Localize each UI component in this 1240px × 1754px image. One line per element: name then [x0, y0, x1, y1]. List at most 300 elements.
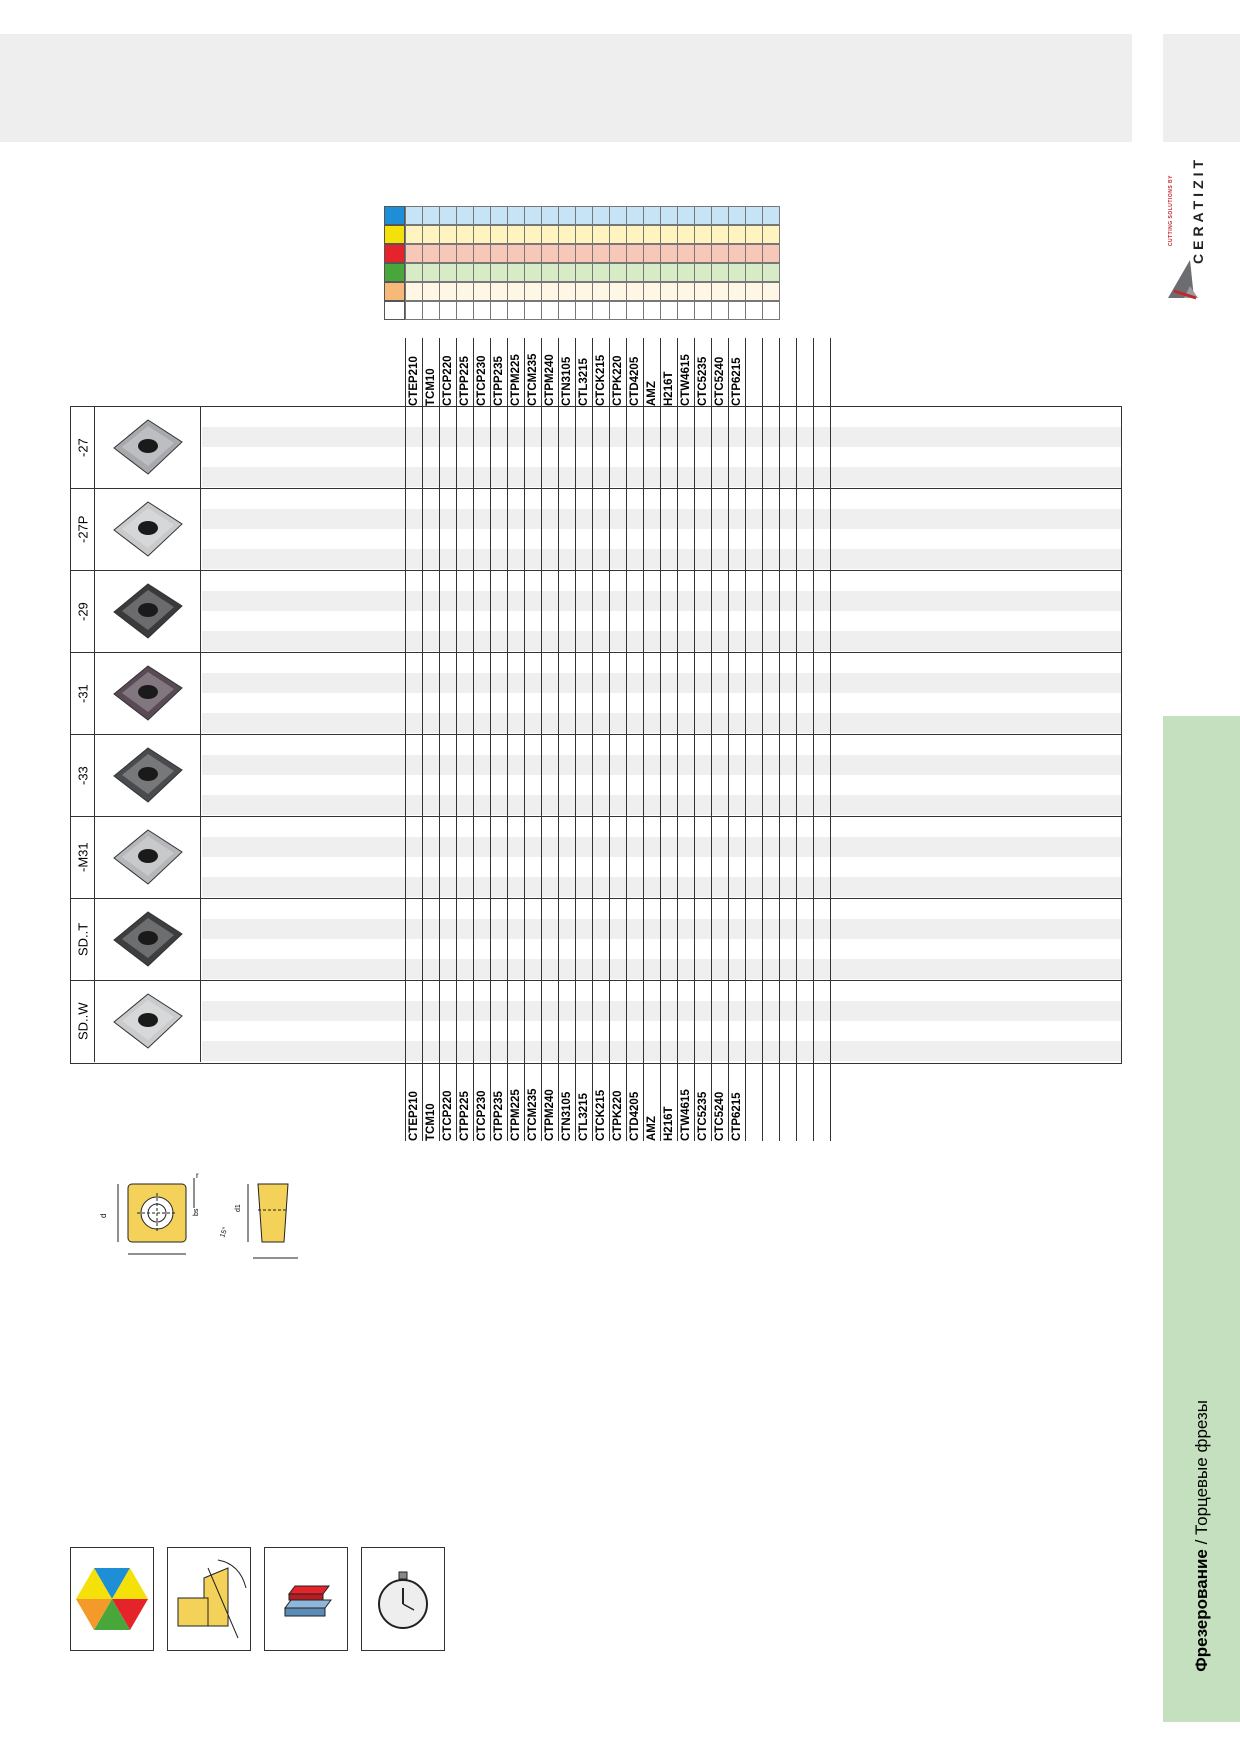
grade-column [456, 338, 473, 406]
grade-label: CTEP210 [408, 1091, 420, 1141]
legend-cell [711, 244, 729, 263]
legend-cell [592, 263, 610, 282]
legend-cell [422, 282, 440, 301]
legend-cell [439, 244, 457, 263]
legend-cell [575, 263, 593, 282]
row-code-cell [71, 899, 95, 980]
grade-label: CTPM225 [510, 354, 522, 406]
legend-cell [643, 263, 661, 282]
row-code-label: -29 [75, 602, 91, 621]
dim-d-label: d [99, 1213, 108, 1218]
grade-grid-line [643, 407, 644, 1063]
grade-grid-line [609, 407, 610, 1063]
legend-cell [456, 301, 474, 320]
legend-cell [490, 282, 508, 301]
insert-photo [108, 658, 188, 730]
table-row [71, 735, 1121, 817]
grade-grid-line [422, 407, 423, 1063]
legend-cell [490, 244, 508, 263]
grade-label: CTCK215 [595, 354, 607, 406]
legend-cell [609, 282, 627, 301]
legend-cell [524, 206, 542, 225]
grade-label: CTP6215 [731, 357, 743, 406]
grade-column [405, 1064, 422, 1141]
legend-swatch [384, 225, 405, 244]
grade-column [473, 338, 490, 406]
legend-cell [473, 282, 491, 301]
legend-cell [558, 263, 576, 282]
grade-label: CTCP220 [442, 355, 454, 406]
insert-grade-table [70, 406, 1122, 1064]
grade-label [763, 1064, 780, 1141]
grade-label: CTC5235 [697, 1091, 709, 1141]
legend-cell [541, 244, 559, 263]
legend-cell [456, 263, 474, 282]
grade-grid-line [473, 407, 474, 1063]
grade-column [524, 338, 541, 406]
legend-cell [677, 301, 695, 320]
legend-cell [677, 244, 695, 263]
insert-image-cell [95, 899, 201, 980]
grade-label: CTPM240 [544, 354, 556, 406]
legend-swatch [384, 244, 405, 263]
grade-grid-line [796, 407, 797, 1063]
legend-cell [711, 301, 729, 320]
table-row [71, 981, 1121, 1063]
row-code-cell [71, 981, 95, 1062]
grade-column [575, 1064, 592, 1141]
grade-grid-line [830, 407, 831, 1063]
grade-column [694, 1064, 711, 1141]
legend-cell [762, 301, 780, 320]
legend-cell [626, 206, 644, 225]
legend-cell [660, 244, 678, 263]
grade-column [626, 1064, 643, 1141]
legend-cell [643, 225, 661, 244]
grade-column [558, 1064, 575, 1141]
legend-cell [592, 244, 610, 263]
row-code-label: -31 [75, 684, 91, 703]
grade-column [677, 1064, 694, 1141]
row-stripe [202, 631, 1121, 651]
grade-label: CTPM240 [544, 1089, 556, 1141]
brand-tagline: CUTTING SOLUTIONS BY [1168, 175, 1174, 247]
insert-image-cell [95, 817, 201, 898]
insert-dimension-diagram [98, 1168, 308, 1268]
legend-cell [541, 301, 559, 320]
grade-column [609, 1064, 626, 1141]
row-stripe [202, 795, 1121, 815]
row-stripe [202, 959, 1121, 979]
grade-label: CTCP230 [476, 1090, 488, 1141]
legend-cell [643, 206, 661, 225]
grade-column [592, 1064, 609, 1141]
grade-grid-line [745, 407, 746, 1063]
dim-bs-label: bs [193, 1208, 200, 1216]
insert-image-cell [95, 981, 201, 1062]
row-code-cell [71, 817, 95, 898]
legend-cell [643, 301, 661, 320]
legend-cell [711, 206, 729, 225]
grade-label: CTD4205 [629, 356, 641, 406]
grade-grid-line [558, 407, 559, 1063]
grade-column [796, 1064, 813, 1141]
legend-cell [558, 282, 576, 301]
legend-cell [422, 244, 440, 263]
legend-cell [643, 244, 661, 263]
legend-cell [524, 263, 542, 282]
grade-label: H216T [663, 1106, 675, 1141]
legend-cell [473, 263, 491, 282]
grade-column [422, 1064, 439, 1141]
legend-cell [677, 206, 695, 225]
legend-cell [728, 301, 746, 320]
legend-cell [422, 263, 440, 282]
grade-label: CTN3105 [561, 356, 573, 406]
grade-label: CTCM235 [527, 1088, 539, 1141]
legend-cell [643, 282, 661, 301]
grade-label: CTW4615 [680, 1089, 692, 1141]
header-band [0, 34, 1132, 142]
legend-cell [728, 225, 746, 244]
legend-cell [711, 225, 729, 244]
legend-cell [558, 225, 576, 244]
legend-cell [490, 206, 508, 225]
row-code-label: -27P [75, 515, 91, 544]
legend-cell [677, 263, 695, 282]
legend-cell [422, 301, 440, 320]
grade-column [796, 338, 813, 406]
grade-grid-line [711, 407, 712, 1063]
grade-column [541, 338, 558, 406]
legend-cell [694, 282, 712, 301]
legend-cell [745, 282, 763, 301]
grade-label: CTPP225 [459, 1091, 471, 1141]
grade-label: CTC5235 [697, 356, 709, 406]
grade-column [813, 1064, 830, 1141]
grade-grid-line [456, 407, 457, 1063]
legend-cell [694, 263, 712, 282]
grade-label: CTCP220 [442, 1090, 454, 1141]
legend-cell [405, 282, 423, 301]
legend-cell [507, 244, 525, 263]
legend-cell [677, 225, 695, 244]
grade-column [660, 338, 677, 406]
grade-grid-line [779, 407, 780, 1063]
grade-column [728, 1064, 745, 1141]
row-code-label: -M31 [75, 842, 91, 873]
grade-label [763, 338, 780, 406]
grade-column [592, 338, 609, 406]
grade-grid-line [694, 407, 695, 1063]
grade-column [405, 338, 422, 406]
grade-label: CTPM225 [510, 1089, 522, 1141]
legend-cell [660, 206, 678, 225]
grade-column [507, 1064, 524, 1141]
legend-cell [694, 301, 712, 320]
insert-image-cell [95, 489, 201, 570]
stopwatch-icon [361, 1547, 445, 1651]
table-row [71, 653, 1121, 735]
grade-column [456, 1064, 473, 1141]
insert-photo [108, 986, 188, 1058]
legend-cell [575, 225, 593, 244]
insert-photo [108, 904, 188, 976]
grade-column [575, 338, 592, 406]
grade-column [558, 338, 575, 406]
grade-column [473, 1064, 490, 1141]
grade-column [779, 1064, 796, 1141]
row-stripe [202, 467, 1121, 487]
grade-column-end [830, 1064, 831, 1141]
row-stripe [202, 837, 1121, 857]
grade-column [728, 338, 745, 406]
legend-cell [711, 282, 729, 301]
legend-swatch [384, 301, 405, 320]
legend-cell [558, 244, 576, 263]
legend-cell [728, 206, 746, 225]
row-code-cell [71, 407, 95, 488]
legend-cell [439, 206, 457, 225]
grade-grid-line [813, 407, 814, 1063]
row-code-label: SD..T [75, 922, 91, 957]
legend-cell [405, 301, 423, 320]
legend-cell [456, 244, 474, 263]
side-tab-secondary: Торцевые фрезы [1191, 1400, 1211, 1536]
grade-label [780, 338, 797, 406]
grade-column [439, 1064, 456, 1141]
legend-cell [609, 206, 627, 225]
grade-label: AMZ [646, 381, 658, 406]
legend-cell [626, 244, 644, 263]
row-stripe [202, 549, 1121, 569]
insert-photo [108, 822, 188, 894]
row-stripe [202, 713, 1121, 733]
legend-cell [762, 263, 780, 282]
grade-column [745, 1064, 762, 1141]
coated-plates-icon [264, 1547, 348, 1651]
legend-cell [745, 244, 763, 263]
grade-grid-line [405, 407, 406, 1063]
legend-cell [473, 301, 491, 320]
grade-label: AMZ [646, 1116, 658, 1141]
grade-column [490, 338, 507, 406]
legend-cell [592, 206, 610, 225]
grade-column [643, 338, 660, 406]
brand-name: CERATIZIT [1190, 155, 1206, 265]
grade-label [746, 338, 763, 406]
grade-column [745, 338, 762, 406]
legend-cell [456, 282, 474, 301]
dim-r-label: r [196, 1171, 199, 1180]
row-code-label: -33 [75, 766, 91, 785]
legend-cell [405, 225, 423, 244]
grade-label [814, 338, 831, 406]
legend-cell [609, 263, 627, 282]
legend-cell [711, 263, 729, 282]
grade-column [439, 338, 456, 406]
legend-cell [609, 244, 627, 263]
legend-cell [762, 282, 780, 301]
grade-column [813, 338, 830, 406]
legend-cell [660, 282, 678, 301]
legend-swatch [384, 263, 405, 282]
legend-cell [473, 225, 491, 244]
legend-cell [439, 282, 457, 301]
grade-grid-line [626, 407, 627, 1063]
insert-photo [108, 494, 188, 566]
legend-cell [592, 282, 610, 301]
table-row [71, 407, 1121, 489]
grade-grid-line [541, 407, 542, 1063]
legend-cell [694, 206, 712, 225]
legend-cell [728, 282, 746, 301]
legend-cell [626, 263, 644, 282]
grade-label: CTW4615 [680, 354, 692, 406]
grade-grid-line [592, 407, 593, 1063]
grade-column [762, 1064, 779, 1141]
insert-photo [108, 412, 188, 484]
legend-swatch [384, 206, 405, 225]
legend-cell [677, 282, 695, 301]
grade-grid-line [728, 407, 729, 1063]
legend-cell [473, 206, 491, 225]
row-code-cell [71, 735, 95, 816]
legend-cell [694, 244, 712, 263]
legend-cell [541, 206, 559, 225]
insert-image-cell [95, 653, 201, 734]
legend-cell [575, 244, 593, 263]
legend-cell [728, 263, 746, 282]
row-stripe [202, 427, 1121, 447]
grade-column-end [830, 338, 831, 406]
legend-cell [660, 301, 678, 320]
legend-cell [745, 206, 763, 225]
insert-photo [108, 576, 188, 648]
grade-label: CTPP225 [459, 356, 471, 406]
grade-column [779, 338, 796, 406]
insert-image-cell [95, 571, 201, 652]
legend-cell [609, 225, 627, 244]
legend-cell [745, 301, 763, 320]
grade-label: H216T [663, 371, 675, 406]
legend-cell [609, 301, 627, 320]
row-stripe [202, 877, 1121, 897]
legend-cell [456, 225, 474, 244]
legend-cell [762, 225, 780, 244]
legend-cell [507, 206, 525, 225]
grade-label: CTP6215 [731, 1092, 743, 1141]
grade-grid-line [677, 407, 678, 1063]
grade-label: CTPK220 [612, 355, 624, 406]
legend-cell [524, 282, 542, 301]
legend-cell [541, 282, 559, 301]
grade-label [780, 1064, 797, 1141]
grade-column [643, 1064, 660, 1141]
legend-cell [405, 244, 423, 263]
legend-cell [507, 225, 525, 244]
grade-column [660, 1064, 677, 1141]
grade-label [797, 1064, 814, 1141]
grade-column [711, 1064, 728, 1141]
legend-cell [541, 225, 559, 244]
table-row [71, 489, 1121, 571]
legend-cell [439, 301, 457, 320]
legend-cell [694, 225, 712, 244]
row-stripe [202, 591, 1121, 611]
legend-cell [422, 225, 440, 244]
legend-cell [660, 263, 678, 282]
dim-angle-label: 15° [219, 1226, 230, 1239]
grade-grid-line [575, 407, 576, 1063]
legend-cell [762, 244, 780, 263]
grade-column [507, 338, 524, 406]
grade-label: CTC5240 [714, 1091, 726, 1141]
grade-column [711, 338, 728, 406]
table-row [71, 899, 1121, 981]
legend-cell [592, 301, 610, 320]
legend-cell [558, 206, 576, 225]
legend-cell [490, 263, 508, 282]
legend-cell [558, 301, 576, 320]
grade-header-top [405, 338, 830, 406]
side-tab-label [1163, 716, 1240, 1722]
legend-cell [660, 225, 678, 244]
grade-column [541, 1064, 558, 1141]
legend-cell [541, 263, 559, 282]
row-code-label: SD..W [75, 1002, 91, 1041]
row-stripe [202, 673, 1121, 693]
legend-cell [439, 225, 457, 244]
row-stripe [202, 755, 1121, 775]
legend-cell [626, 282, 644, 301]
grade-label: TCM10 [425, 368, 437, 406]
side-tab-primary: Фрезерование [1191, 1549, 1211, 1672]
legend-swatch [384, 282, 405, 301]
legend-cell [745, 263, 763, 282]
legend-cell [524, 225, 542, 244]
grade-label: CTPK220 [612, 1090, 624, 1141]
grade-grid-line [524, 407, 525, 1063]
grade-label: CTL3215 [578, 358, 590, 406]
legend-cell [728, 244, 746, 263]
header-corner-box [1163, 34, 1240, 142]
grade-grid-line [762, 407, 763, 1063]
row-stripe [202, 509, 1121, 529]
row-code-cell [71, 653, 95, 734]
grade-label: CTC5240 [714, 356, 726, 406]
grade-grid-line [439, 407, 440, 1063]
legend-cell [592, 225, 610, 244]
grade-column [762, 338, 779, 406]
grade-label [797, 338, 814, 406]
grade-label: CTEP210 [408, 356, 420, 406]
legend-cell [456, 206, 474, 225]
grade-header-bottom [405, 1064, 830, 1141]
grade-column [626, 338, 643, 406]
legend-cell [575, 301, 593, 320]
cutting-angle-icon [167, 1547, 251, 1651]
grade-column [490, 1064, 507, 1141]
legend-cell [439, 263, 457, 282]
grade-column [677, 338, 694, 406]
side-tab-separator: / [1191, 1535, 1211, 1550]
grade-label: CTCP230 [476, 355, 488, 406]
grade-label: CTPP235 [493, 1091, 505, 1141]
grade-label: TCM10 [425, 1103, 437, 1141]
legend-cell [762, 206, 780, 225]
row-code-cell [71, 571, 95, 652]
